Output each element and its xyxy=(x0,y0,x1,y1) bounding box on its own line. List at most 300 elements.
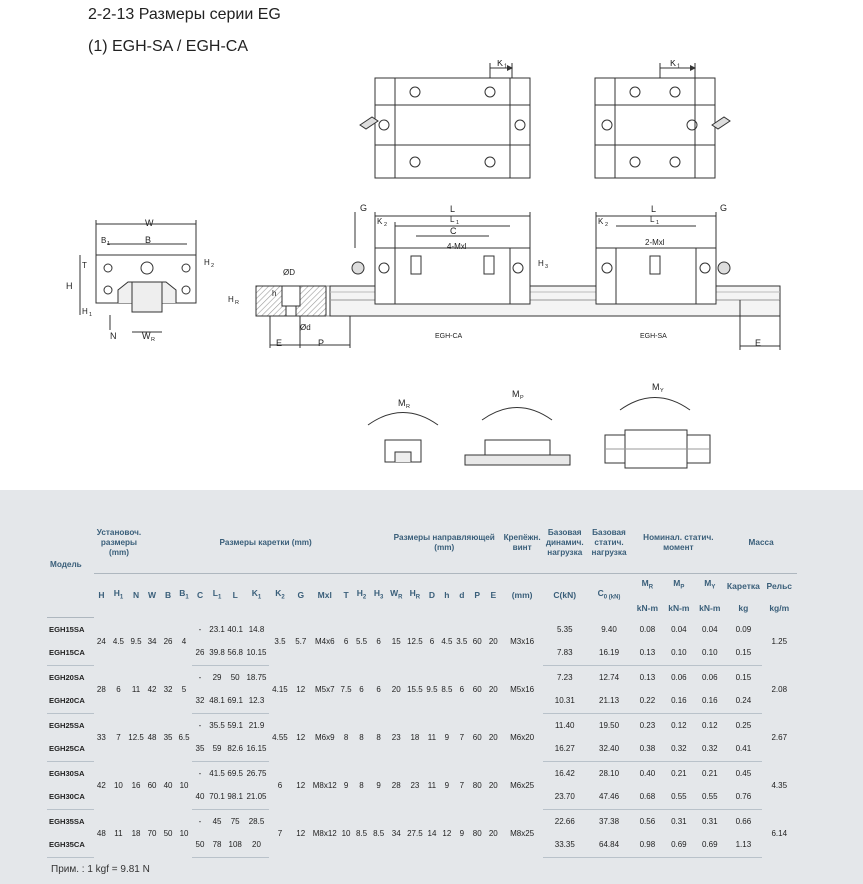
table-cell: 0.08 xyxy=(639,624,656,634)
table-cell: 8.5 xyxy=(441,684,453,694)
col-header: $M_Y$ xyxy=(704,578,716,592)
table-cell: 45 xyxy=(212,816,222,826)
svg-text:ØD: ØD xyxy=(283,268,295,277)
col-header: D xyxy=(428,590,436,601)
table-cell: 2.08 xyxy=(771,684,788,694)
table-row xyxy=(47,617,797,641)
svg-text:M: M xyxy=(512,389,520,399)
table-cell: - xyxy=(198,768,202,778)
table-cell: M6x20 xyxy=(510,732,535,742)
table-cell: 4.5 xyxy=(112,636,124,646)
table-cell: 12 xyxy=(296,684,306,694)
table-cell: 80 xyxy=(472,828,482,838)
svg-text:2: 2 xyxy=(211,263,215,269)
svg-text:P: P xyxy=(520,395,524,401)
table-cell: 0.55 xyxy=(663,785,694,809)
table-cell: 34 xyxy=(147,636,157,646)
svg-text:H: H xyxy=(204,258,210,267)
col-header: $M_R$ xyxy=(641,578,654,592)
table-cell: 8 xyxy=(359,732,364,742)
col-header: N xyxy=(132,590,140,601)
table-cell: 9 xyxy=(376,780,381,790)
table-cell: 26 xyxy=(163,636,173,646)
svg-text:M: M xyxy=(652,382,660,392)
table-cell: 1.13 xyxy=(725,833,761,857)
col-header: h xyxy=(444,590,450,601)
table-cell: 50 xyxy=(163,828,173,838)
col-header: Рельс xyxy=(766,580,793,591)
table-cell: 0.21 xyxy=(671,768,687,778)
table-cell: 18.75 xyxy=(246,672,267,682)
col-header: $C_{0 (kN)}$ xyxy=(597,587,621,601)
table-cell: 0.09 xyxy=(735,624,752,634)
footnote: Прим. : 1 kgf = 9.81 N xyxy=(51,864,150,875)
table-cell: 6.5 xyxy=(178,732,190,742)
table-cell: 12 xyxy=(442,828,452,838)
table-cell: 0.10 xyxy=(694,641,725,665)
table-cell: 6 xyxy=(376,636,381,646)
table-cell: M3x16 xyxy=(510,636,535,646)
table-cell: 0.21 xyxy=(702,768,718,778)
table-cell: 12.3 xyxy=(244,689,269,713)
table-cell: 0.32 xyxy=(694,737,725,761)
svg-text:B: B xyxy=(145,235,152,245)
svg-text:K: K xyxy=(598,217,604,226)
table-cell: 75 xyxy=(230,816,240,826)
table-cell: 9 xyxy=(444,732,450,742)
svg-text:1: 1 xyxy=(107,241,111,247)
col-header: $H_R$ xyxy=(409,587,421,601)
table-cell: 80 xyxy=(472,780,482,790)
table-cell: 1.25 xyxy=(771,636,788,646)
table-cell: 18 xyxy=(131,828,141,838)
svg-text:1: 1 xyxy=(677,64,681,70)
table-cell: 23 xyxy=(410,780,420,790)
table-cell: 10 xyxy=(179,780,189,790)
table-cell: M5x16 xyxy=(510,684,535,694)
table-cell: 0.98 xyxy=(631,833,663,857)
table-cell: 23.70 xyxy=(543,785,587,809)
table-cell: 41.5 xyxy=(209,768,225,778)
table-cell: 6.14 xyxy=(771,828,788,838)
col-header: P xyxy=(474,590,481,601)
table-cell: 4.55 xyxy=(272,732,288,742)
table-cell: 23.1 xyxy=(209,624,225,634)
svg-text:B: B xyxy=(101,236,107,245)
svg-text:4-Mxl: 4-Mxl xyxy=(447,242,467,251)
table-cell: 21.05 xyxy=(244,785,269,809)
col-header: Mxl xyxy=(317,590,332,601)
col-header: $H_1$ xyxy=(113,587,124,601)
model-cell: EGH30SA xyxy=(49,768,85,778)
svg-text:H: H xyxy=(66,281,73,291)
table-cell: 7.5 xyxy=(340,684,352,694)
table-cell: M6x25 xyxy=(510,780,535,790)
svg-text:H: H xyxy=(228,295,234,304)
col-header: W xyxy=(148,590,157,601)
table-cell: 20 xyxy=(488,732,498,742)
svg-text:M: M xyxy=(398,398,406,408)
table-cell: 0.23 xyxy=(639,720,656,730)
table-cell: 70 xyxy=(147,828,157,838)
table-cell: M4x6 xyxy=(314,636,335,646)
table-cell: 7.83 xyxy=(543,641,587,665)
table-cell: 4 xyxy=(181,636,187,646)
table-cell: 59 xyxy=(208,737,226,761)
unit-header: kN-m xyxy=(636,602,659,613)
table-cell: 5.5 xyxy=(355,636,368,646)
model-cell: EGH20SA xyxy=(49,672,85,682)
table-cell: 4.35 xyxy=(771,780,788,790)
table-cell: 7 xyxy=(459,780,465,790)
table-cell: 33.35 xyxy=(543,833,587,857)
group-stat-load: Базовая статич. нагрузка xyxy=(587,513,632,573)
col-header: $L_1$ xyxy=(212,587,222,601)
table-cell: 6 xyxy=(116,684,121,694)
table-cell: M6x9 xyxy=(314,732,335,742)
table-cell: 60 xyxy=(472,732,482,742)
table-cell: 21.9 xyxy=(248,720,265,730)
col-header: E xyxy=(490,590,497,601)
table-cell: 0.15 xyxy=(735,672,752,682)
svg-text:L: L xyxy=(450,215,455,224)
table-cell: 82.6 xyxy=(226,737,244,761)
svg-text:Y: Y xyxy=(660,388,664,394)
svg-text:EGH-SA: EGH-SA xyxy=(640,333,667,340)
table-cell: 11 xyxy=(427,732,437,742)
model-cell: EGH25CA xyxy=(47,737,94,761)
side-view xyxy=(330,212,780,350)
table-cell: 21.13 xyxy=(587,689,632,713)
table-cell: 0.12 xyxy=(671,720,687,730)
svg-text:2-Mxl: 2-Mxl xyxy=(645,238,665,247)
table-cell: 42 xyxy=(96,780,106,790)
col-header: $B_1$ xyxy=(179,587,189,601)
table-cell: 60 xyxy=(472,636,482,646)
group-bolt: Крепёжн. винт xyxy=(501,513,543,573)
table-cell: 11 xyxy=(427,780,437,790)
table-cell: 39.8 xyxy=(208,641,226,665)
table-cell: 48 xyxy=(96,828,106,838)
table-cell: 37.38 xyxy=(599,816,620,826)
svg-text:1: 1 xyxy=(504,64,508,70)
table-cell: 16 xyxy=(131,780,141,790)
table-cell: 14.8 xyxy=(248,624,265,634)
moment-diagrams xyxy=(368,398,710,469)
svg-text:3: 3 xyxy=(545,264,549,270)
table-cell: 0.12 xyxy=(702,720,718,730)
table-cell: 7 xyxy=(459,732,465,742)
table-cell: 14 xyxy=(427,828,437,838)
svg-text:R: R xyxy=(151,337,155,343)
table-cell: 20 xyxy=(488,636,498,646)
table-cell: 50 xyxy=(192,833,208,857)
col-header: L xyxy=(232,590,238,601)
table-cell: 4.15 xyxy=(272,684,288,694)
svg-text:E: E xyxy=(276,338,283,348)
table-cell: 20 xyxy=(488,780,498,790)
table-cell: M8x12 xyxy=(312,780,337,790)
model-cell: EGH30CA xyxy=(47,785,94,809)
table-cell: 108 xyxy=(226,833,244,857)
table-cell: 0.55 xyxy=(694,785,725,809)
table-cell: 8 xyxy=(359,780,364,790)
table-cell: 7.23 xyxy=(556,672,573,682)
table-cell: 28 xyxy=(96,684,106,694)
technical-drawings xyxy=(0,60,863,480)
table-cell: 35.5 xyxy=(209,720,225,730)
table-cell: 23 xyxy=(391,732,401,742)
table-row xyxy=(47,665,797,689)
table-cell: 69.5 xyxy=(227,768,243,778)
svg-text:Ød: Ød xyxy=(300,323,311,332)
spec-table xyxy=(47,513,797,858)
group-dyn-load: Базовая динамич. нагрузка xyxy=(543,513,587,573)
table-cell: 27.5 xyxy=(407,828,423,838)
table-cell: 56.8 xyxy=(226,641,244,665)
table-cell: 60 xyxy=(147,780,157,790)
table-cell: 10 xyxy=(113,780,123,790)
table-cell: 0.13 xyxy=(639,672,656,682)
table-cell: 0.04 xyxy=(671,624,687,634)
table-cell: 9.5 xyxy=(426,684,438,694)
svg-text:R: R xyxy=(235,300,239,306)
table-cell: 32 xyxy=(163,684,173,694)
col-header: C xyxy=(196,590,204,601)
svg-text:L: L xyxy=(450,204,456,214)
table-cell: 29 xyxy=(212,672,222,682)
group-moment: Номинал. статич. момент xyxy=(631,513,725,573)
svg-text:K: K xyxy=(497,60,504,68)
table-cell: 24 xyxy=(96,636,106,646)
spec-table-panel xyxy=(0,490,863,884)
col-header: B xyxy=(164,590,172,601)
table-cell: 20 xyxy=(244,833,269,857)
unit-header: kN-m xyxy=(668,602,690,613)
table-cell: 60 xyxy=(472,684,482,694)
model-cell: EGH35CA xyxy=(47,833,94,857)
table-cell: - xyxy=(198,624,202,634)
table-cell: 0.31 xyxy=(671,816,687,826)
table-cell: 0.06 xyxy=(671,672,687,682)
table-cell: 0.06 xyxy=(702,672,718,682)
svg-text:K: K xyxy=(377,217,383,226)
table-cell: 10 xyxy=(179,828,189,838)
col-header: T xyxy=(343,590,349,601)
svg-text:1: 1 xyxy=(456,220,460,226)
table-cell: 15 xyxy=(391,636,401,646)
table-cell: 11 xyxy=(131,684,141,694)
table-cell: 12.5 xyxy=(407,636,423,646)
col-header: $H_3$ xyxy=(373,587,384,601)
table-cell: 22.66 xyxy=(554,816,575,826)
unit-header: kN-m xyxy=(699,602,721,613)
table-cell: 33 xyxy=(96,732,106,742)
table-cell: 2.67 xyxy=(771,732,788,742)
group-carriage: Размеры каретки (mm) xyxy=(144,513,387,573)
table-cell: 12 xyxy=(296,828,306,838)
table-cell: M5x7 xyxy=(314,684,335,694)
table-cell: 12 xyxy=(296,780,306,790)
table-cell: 40 xyxy=(163,780,173,790)
svg-text:H: H xyxy=(538,259,544,268)
table-cell: 8 xyxy=(376,732,381,742)
svg-text:h: h xyxy=(272,289,277,298)
svg-text:2: 2 xyxy=(384,222,388,228)
table-cell: 47.46 xyxy=(587,785,632,809)
table-cell: 0.16 xyxy=(663,689,694,713)
table-cell: 70.1 xyxy=(208,785,226,809)
table-cell: - xyxy=(198,720,202,730)
table-cell: 20 xyxy=(391,684,401,694)
subsection-title: (1) EGH-SA / EGH-CA xyxy=(88,38,249,55)
table-cell: 8 xyxy=(343,732,349,742)
table-cell: 3.5 xyxy=(456,636,468,646)
top-view-ca xyxy=(360,63,530,178)
table-cell: 0.16 xyxy=(694,689,725,713)
svg-text:1: 1 xyxy=(89,312,93,318)
table-cell: 19.50 xyxy=(599,720,620,730)
table-cell: 10 xyxy=(341,828,351,838)
table-cell: 35 xyxy=(163,732,173,742)
table-cell: 35 xyxy=(192,737,208,761)
table-cell: 0.10 xyxy=(663,641,694,665)
svg-text:L: L xyxy=(650,215,655,224)
table-cell: 26 xyxy=(192,641,208,665)
svg-text:EGH-CA: EGH-CA xyxy=(435,333,463,340)
table-cell: 3.5 xyxy=(274,636,286,646)
table-cell: 4.5 xyxy=(441,636,453,646)
svg-text:E: E xyxy=(755,338,762,348)
svg-text:W: W xyxy=(142,331,151,341)
table-cell: 0.66 xyxy=(735,816,752,826)
table-cell: 16.42 xyxy=(554,768,575,778)
col-header: G xyxy=(297,590,305,601)
table-cell: 69.1 xyxy=(226,689,244,713)
table-cell: 40 xyxy=(192,785,208,809)
col-header: $K_1$ xyxy=(251,587,262,601)
table-cell: 0.13 xyxy=(631,641,663,665)
col-header: d xyxy=(459,590,465,601)
table-cell: 64.84 xyxy=(587,833,632,857)
group-install: Установоч. размеры (mm) xyxy=(94,513,144,573)
table-cell: 0.04 xyxy=(702,624,718,634)
table-cell: 0.76 xyxy=(725,785,761,809)
table-cell: 6 xyxy=(429,636,435,646)
section-title: 2-2-13 Размеры серии EG xyxy=(88,6,281,23)
table-cell: 48 xyxy=(147,732,157,742)
table-cell: 0.22 xyxy=(631,689,663,713)
table-cell: 9 xyxy=(343,780,349,790)
table-cell: 6 xyxy=(277,780,283,790)
model-cell: EGH15CA xyxy=(47,641,94,665)
table-cell: 28.10 xyxy=(599,768,620,778)
table-cell: 6 xyxy=(376,684,381,694)
svg-text:P: P xyxy=(318,338,325,348)
group-rail: Размеры направляющей (mm) xyxy=(387,513,501,573)
table-cell: - xyxy=(198,672,202,682)
table-cell: 5.35 xyxy=(556,624,573,634)
table-cell: 34 xyxy=(391,828,401,838)
table-cell: 0.56 xyxy=(639,816,656,826)
svg-text:C: C xyxy=(450,226,457,236)
table-cell: 0.31 xyxy=(702,816,718,826)
svg-text:L: L xyxy=(651,204,657,214)
model-cell: EGH25SA xyxy=(49,720,85,730)
col-header: $H_2$ xyxy=(356,587,367,601)
group-mass: Масса xyxy=(725,513,797,573)
table-cell: 0.38 xyxy=(631,737,663,761)
col-header: $K_2$ xyxy=(275,587,285,601)
table-cell: 20 xyxy=(488,684,498,694)
table-cell: 10.15 xyxy=(244,641,269,665)
table-cell: 32 xyxy=(192,689,208,713)
table-cell: 40.1 xyxy=(227,624,243,634)
table-cell: 9.5 xyxy=(130,636,142,646)
table-cell: 0.15 xyxy=(725,641,761,665)
table-cell: 12.74 xyxy=(599,672,620,682)
table-cell: 98.1 xyxy=(226,785,244,809)
model-cell: EGH35SA xyxy=(49,816,85,826)
table-cell: 0.45 xyxy=(735,768,752,778)
svg-text:G: G xyxy=(360,203,368,213)
table-cell: 5 xyxy=(181,684,187,694)
table-cell: 7 xyxy=(116,732,121,742)
col-header: $W_R$ xyxy=(390,587,403,601)
front-view xyxy=(80,220,196,332)
table-cell: 9.40 xyxy=(601,624,617,634)
table-cell: 6 xyxy=(359,684,364,694)
table-cell: 16.19 xyxy=(587,641,632,665)
table-cell: 11.40 xyxy=(555,720,575,730)
table-cell: 20 xyxy=(488,828,498,838)
table-cell: 7 xyxy=(277,828,283,838)
table-row xyxy=(47,713,797,737)
table-cell: 12.5 xyxy=(128,732,144,742)
table-cell: 0.25 xyxy=(735,720,752,730)
table-cell: 5.7 xyxy=(295,636,307,646)
table-cell: 0.24 xyxy=(725,689,761,713)
table-cell: 12 xyxy=(296,732,306,742)
unit-header: kg/m xyxy=(769,602,790,613)
col-header: $M_P$ xyxy=(673,578,685,592)
table-cell: 11 xyxy=(114,828,123,838)
table-cell: 28.5 xyxy=(248,816,265,826)
table-cell: 42 xyxy=(147,684,157,694)
table-cell: 8.5 xyxy=(373,828,385,838)
table-cell: 6 xyxy=(459,684,465,694)
table-cell: 0.32 xyxy=(663,737,694,761)
table-cell: 0.40 xyxy=(639,768,656,778)
table-row xyxy=(47,809,797,833)
table-cell: 0.69 xyxy=(694,833,725,857)
col-header: C(kN) xyxy=(553,590,577,601)
table-cell: 18 xyxy=(410,732,420,742)
col-header: H xyxy=(98,590,105,601)
table-row xyxy=(47,761,797,785)
unit-header: kg xyxy=(738,602,749,613)
table-cell: 9 xyxy=(444,780,450,790)
svg-text:T: T xyxy=(82,261,87,270)
table-cell: 28 xyxy=(391,780,401,790)
table-cell: 10.31 xyxy=(543,689,587,713)
col-header: (mm) xyxy=(511,590,533,601)
table-cell: 26.75 xyxy=(246,768,267,778)
table-cell: 16.27 xyxy=(543,737,587,761)
svg-text:H: H xyxy=(82,307,88,316)
table-cell: 8.5 xyxy=(355,828,368,838)
table-cell: 0.69 xyxy=(663,833,694,857)
